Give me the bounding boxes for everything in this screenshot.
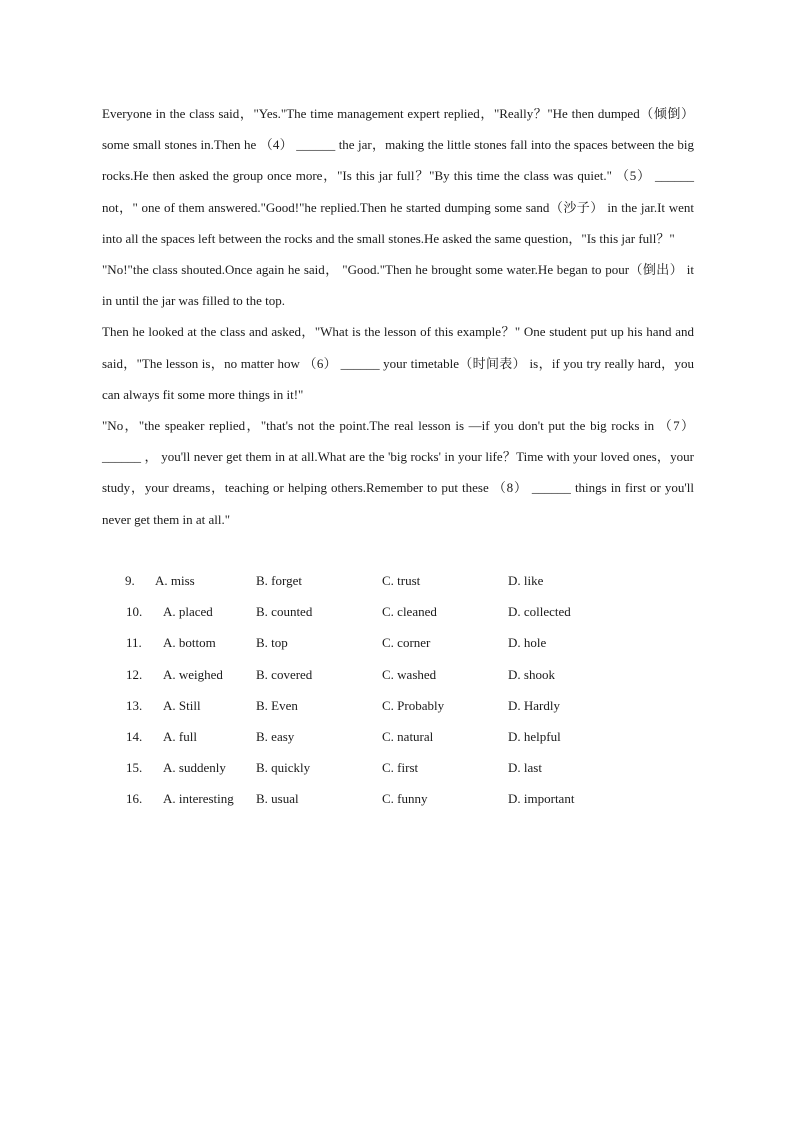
option-c: C. trust	[382, 573, 421, 588]
option-b: B. counted	[256, 604, 313, 620]
option-a: A. suddenly	[163, 760, 226, 776]
question-number: 15.	[126, 760, 143, 776]
question-row	[0, 783, 794, 814]
option-d: D. Hardly	[508, 697, 560, 713]
question-row	[0, 659, 794, 690]
option-a: A. interesting	[163, 791, 234, 807]
option-d: D. collected	[508, 604, 571, 620]
question-row	[0, 721, 794, 752]
paragraph: Everyone in the class said，"Yes."The time management expert replied，"Really？"He then dumped（倾倒） some small stones in.Then he （4） ______ the jar，making the little stones fall into the spaces between the big rocks.He then asked the group once more，"Is this jar full？"By this time the class was quiet." （5） ______ not，" one of them answered."Good!"he replied.Then he started dumping some sand（沙子） in the jar.It went into all the spaces left between the rocks and the small stones.He asked the same question，"Is this jar full？"	[102, 106, 694, 246]
question-number: 9.	[125, 573, 135, 588]
option-b: B. usual	[256, 791, 299, 807]
answer-options	[0, 565, 794, 815]
option-d: D. shook	[508, 666, 555, 682]
question-row	[0, 690, 794, 721]
option-b: B. easy	[256, 728, 295, 744]
question-row	[0, 627, 794, 658]
paragraph: "No，"the speaker replied，"that's not the point.The real lesson is —if you don't put the big rocks in （7） ______ ， you'll never get them in at all.What are the 'big rocks' in your life？Time with your loved ones，your study，your dreams，teaching or helping others.Remember to put these （8） ______ things in first or you'll never get them in at all."	[102, 418, 694, 527]
option-d: D. like	[508, 573, 544, 588]
option-d: D. hole	[508, 635, 547, 651]
option-b: B. Even	[256, 697, 298, 713]
option-d: D. last	[508, 760, 542, 776]
option-b: B. forget	[256, 573, 302, 588]
question-row	[0, 565, 794, 596]
question-number: 12.	[126, 666, 143, 682]
option-a: A. miss	[155, 573, 195, 588]
option-c: C. corner	[382, 635, 431, 651]
reading-passage	[102, 98, 694, 535]
option-c: C. funny	[382, 791, 428, 807]
option-d: D. helpful	[508, 728, 561, 744]
option-d: D. important	[508, 791, 575, 807]
option-b: B. quickly	[256, 760, 311, 776]
option-a: A. full	[163, 728, 197, 744]
option-a: A. bottom	[163, 635, 216, 651]
option-c: C. Probably	[382, 697, 445, 713]
option-b: B. top	[256, 635, 288, 651]
option-a: A. weighed	[163, 666, 223, 682]
option-a: A. Still	[163, 697, 201, 713]
question-number: 16.	[126, 791, 143, 807]
question-number: 10.	[126, 604, 143, 620]
question-row	[0, 596, 794, 627]
question-row	[0, 752, 794, 783]
paragraph: "No!"the class shouted.Once again he said， "Good."Then he brought some water.He began to pour（倒出） it in until the jar was filled to the top.	[102, 262, 694, 309]
question-number: 13.	[126, 697, 143, 713]
option-a: A. placed	[163, 604, 213, 620]
paragraph: Then he looked at the class and asked，"What is the lesson of this example？" One student put up his hand and said，"The lesson is，no matter how （6） ______ your timetable（时间表） is，if you try really hard，you can always fit some more things in it!"	[102, 324, 694, 402]
option-c: C. washed	[382, 666, 437, 682]
option-c: C. natural	[382, 728, 434, 744]
option-c: C. cleaned	[382, 604, 437, 620]
option-b: B. covered	[256, 666, 313, 682]
option-c: C. first	[382, 760, 419, 776]
question-number: 11.	[126, 635, 142, 651]
question-number: 14.	[126, 728, 143, 744]
